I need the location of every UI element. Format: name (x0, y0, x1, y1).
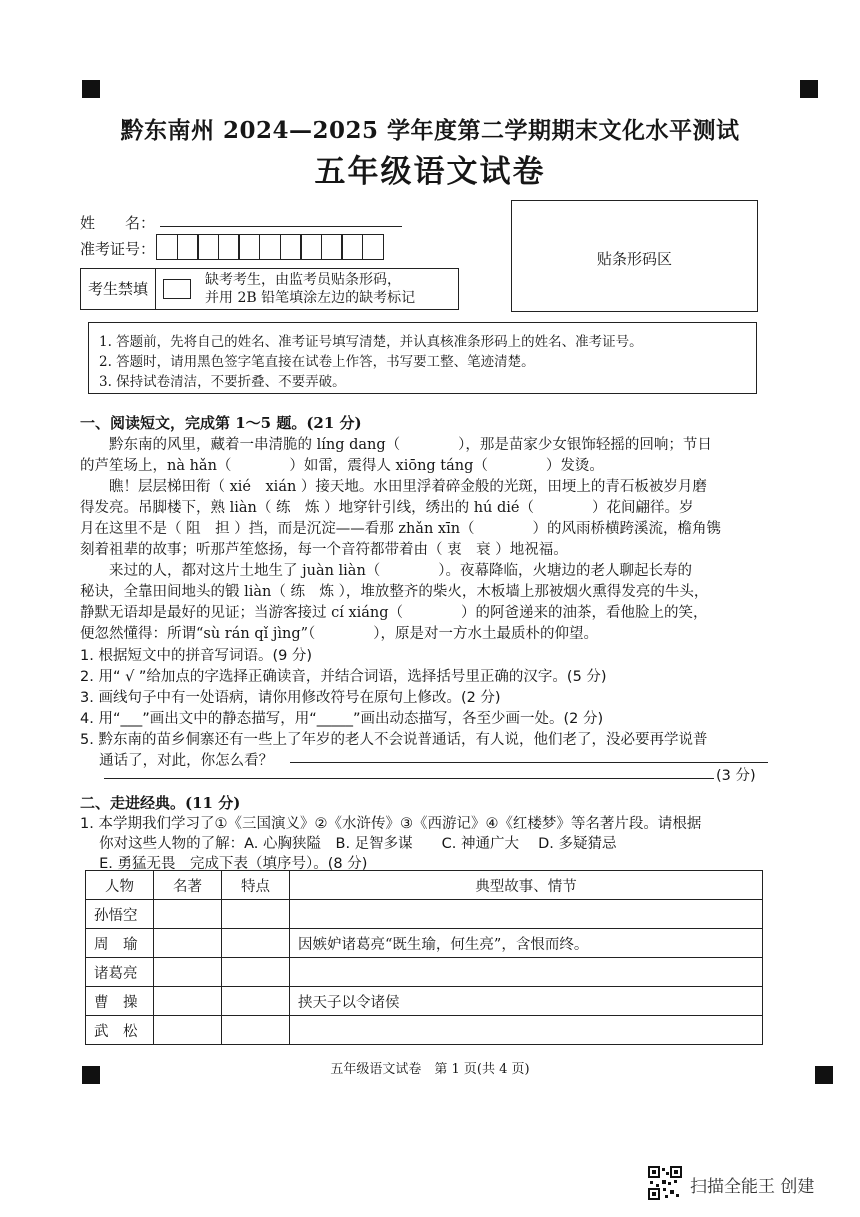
absence-note-line: 缺考考生，由监考员贴条形码， (205, 272, 401, 288)
passage-line: 来过的人，都对这片土地生了 juàn liàn（ ）。夜幕降临，火塘边的老人聊起长寿的 (80, 563, 693, 579)
absence-note (205, 271, 415, 307)
notice-line: 1. 答题前，先将自己的姓名、准考证号填写清楚，并认真核准条形码上的姓名、准考证号。 (99, 334, 643, 350)
characters-table (85, 870, 763, 1045)
exam-id-cell[interactable] (362, 234, 384, 260)
story-cell (290, 958, 763, 987)
exam-id-cell[interactable] (218, 234, 240, 260)
question-5: 5. 黔东南的苗乡侗寨还有一些上了年岁的老人不会说普通话，有人说，他们老了，没必要再学说普 (80, 732, 708, 748)
question-1: 1. 根据短文中的拼音写词语。(9 分) (80, 648, 313, 664)
exam-id-cell[interactable] (300, 234, 322, 260)
character-name: 武 松 (86, 1016, 154, 1045)
table-row (86, 958, 763, 987)
trait-cell[interactable] (222, 1016, 290, 1045)
passage-line: 静默无语却是最好的见证；当游客接过 cí xiáng（ ）的阿爸递来的油茶，看他脸上的笑， (80, 605, 708, 621)
exam-id-cell[interactable] (341, 234, 363, 260)
barcode-area-label: 贴条形码区 (596, 250, 672, 268)
book-cell[interactable] (154, 987, 222, 1016)
forbidden-label: 考生禁填 (81, 269, 156, 309)
passage-line: 秘诀，全靠田间地头的锻 liàn（ 练 炼 ），堆放整齐的柴火，木板墙上那被烟火熏得发亮的牛头， (80, 584, 709, 600)
passage-line: 得发亮。吊脚楼下，熟 liàn（ 练 炼 ）地穿针引线，绣出的 hú dié（ ）花间翩徉。岁 (80, 500, 694, 516)
exam-id-cell[interactable] (197, 234, 219, 260)
book-cell[interactable] (154, 929, 222, 958)
name-label: 姓 名： (80, 214, 156, 232)
page-footer: 五年级语文试卷 第 1 页(共 4 页) (330, 1062, 530, 1077)
exam-id-cell[interactable] (321, 234, 343, 260)
exam-notice (88, 322, 757, 394)
book-cell[interactable] (154, 1016, 222, 1045)
scanner-watermark: 扫描全能王 创建 (690, 1177, 815, 1197)
exam-id-cell[interactable] (259, 234, 281, 260)
table-row (86, 987, 763, 1016)
exam-id-label: 准考证号： (80, 240, 156, 258)
exam-id-cell[interactable] (280, 234, 302, 260)
story-cell (290, 900, 763, 929)
question-5-cont: 通话了，对此，你怎么看？ (80, 753, 274, 769)
column-header: 名著 (154, 871, 222, 900)
registration-mark-top-left (82, 80, 100, 98)
barcode-area (511, 200, 758, 312)
question-4: 4. 用“___”画出文中的静态描写，用“_____”画出动态描写，各至少画一处。(2 分) (80, 711, 604, 727)
section-2-heading: 二、走进经典。(11 分) (80, 794, 241, 812)
section-2-intro: 1. 本学期我们学习了①《三国演义》②《水浒传》③《西游记》④《红楼梦》等名著片段。请根据 (80, 816, 702, 832)
question-3: 3. 画线句子中有一处语病，请你用修改符号在原句上修改。(2 分) (80, 690, 501, 706)
trait-cell[interactable] (222, 900, 290, 929)
registration-mark-top-right (800, 80, 818, 98)
section-2-intro: 你对这些人物的了解：A. 心胸狭隘 B. 足智多谋 C. 神通广大 D. 多疑猜忌 (80, 836, 617, 852)
exam-subtitle: 五年级语文试卷 (314, 154, 546, 190)
character-name: 孙悟空 (86, 900, 154, 929)
trait-cell[interactable] (222, 929, 290, 958)
table-row (86, 900, 763, 929)
answer-line[interactable] (104, 778, 714, 779)
column-header: 人物 (86, 871, 154, 900)
column-header: 特点 (222, 871, 290, 900)
exam-id-cell[interactable] (156, 234, 178, 260)
trait-cell[interactable] (222, 987, 290, 1016)
trait-cell[interactable] (222, 958, 290, 987)
absence-checkbox[interactable] (163, 279, 191, 299)
section-1-heading: 一、阅读短文，完成第 1～5 题。(21 分) (80, 414, 362, 432)
section-2-intro: E. 勇猛无畏 完成下表（填序号）。(8 分) (80, 856, 368, 872)
book-cell[interactable] (154, 900, 222, 929)
table-row (86, 1016, 763, 1045)
absence-mark-box (80, 268, 459, 310)
table-header-row (86, 871, 763, 900)
qr-code-icon (648, 1166, 682, 1200)
question-5-score: (3 分) (716, 768, 756, 784)
passage-line: 便忽然懂得：所谓“sù rán qǐ jìng”（ ），原是对一方水土最质朴的仰望。 (80, 626, 599, 642)
passage-line: 的芦笙场上，nà hǎn（ ）如雷，震得人 xiōng táng（ ）发烫。 (80, 458, 604, 474)
story-cell: 挟天子以令诸侯 (290, 987, 763, 1016)
absence-note-line: 并用 2B 铅笔填涂左边的缺考标记 (205, 290, 416, 306)
name-field[interactable] (160, 226, 402, 227)
exam-title: 黔东南州 2024—2025 学年度第二学期期末文化水平测试 (120, 117, 740, 144)
story-cell: 因嫉妒诸葛亮“既生瑜，何生亮”，含恨而终。 (290, 929, 763, 958)
column-header: 典型故事、情节 (290, 871, 763, 900)
passage-line: 瞧！层层梯田衔（ xié xián ）接天地。水田里浮着碎金般的光斑，田埂上的青石板被岁月磨 (80, 479, 707, 495)
character-name: 曹 操 (86, 987, 154, 1016)
passage-line: 刻着祖辈的故事；听那芦笙悠扬，每一个音符都带着由（ 衷 衰 ）地祝福。 (80, 542, 568, 558)
exam-id-grid[interactable] (156, 234, 383, 260)
passage-line: 黔东南的风里，藏着一串清脆的 líng dang（ ），那是苗家少女银饰轻摇的回响；节日 (80, 437, 712, 453)
answer-line[interactable] (290, 762, 768, 763)
notice-line: 3. 保持试卷清洁，不要折叠、不要弄破。 (99, 374, 346, 390)
exam-id-cell[interactable] (238, 234, 260, 260)
book-cell[interactable] (154, 958, 222, 987)
exam-id-cell[interactable] (177, 234, 199, 260)
character-name: 周 瑜 (86, 929, 154, 958)
character-name: 诸葛亮 (86, 958, 154, 987)
question-2: 2. 用“ √ ”给加点的字选择正确读音，并结合词语，选择括号里正确的汉字。(5 分) (80, 669, 607, 685)
story-cell (290, 1016, 763, 1045)
notice-line: 2. 答题时，请用黑色签字笔直接在试卷上作答，书写要工整、笔迹清楚。 (99, 354, 535, 370)
table-row (86, 929, 763, 958)
passage-line: 月在这里不是（ 阻 担 ）挡，而是沉淀——看那 zhǎn xīn（ ）的风雨桥横跨溪流，檐角镌 (80, 521, 722, 537)
